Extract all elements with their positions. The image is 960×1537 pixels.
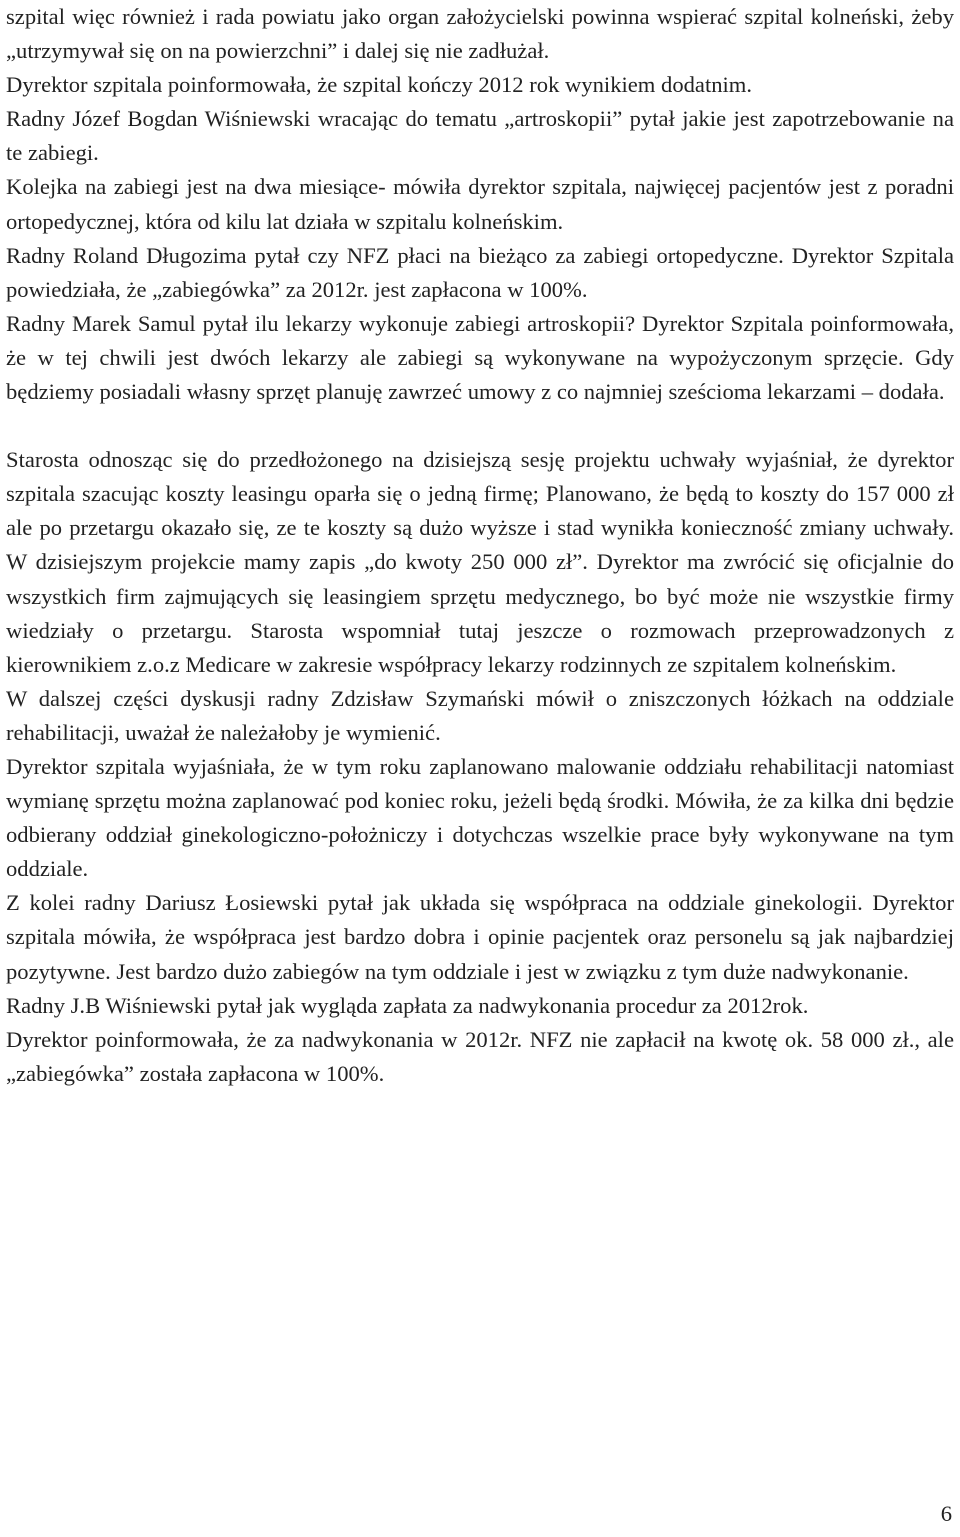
paragraph-waiting-queue: Kolejka na zabiegi jest na dwa miesiące- mówiła dyrektor szpitala, najwięcej pacjentów jest z poradni ortopedycznej, która od kilu lat działa w szpitalu kolneńskim. (6, 174, 954, 234)
paragraph-starosta-leasing: Starosta odnosząc się do przedłożonego na dzisiejszą sesję projektu uchwały wyjaśniał, że dyrektor szpitala szacując koszty leasingu oparła się o jedną firmę; Planowano, że będą to koszty do 157 000 zł ale po przetargu okazało się, ze te koszty są dużo wyższe i stad wynikła konieczność zmiany uchwały. W dzisiejszym projekcie mamy zapis „do kwoty 250 000 zł”. Dyrektor ma zwrócić się oficjalnie do wszystkich firm zajmujących się leasingiem sprzętu medycznego, bo być może nie wszystkie firmy wiedziały o przetargu. Starosta wspomniał tutaj jeszcze o rozmowach przeprowadzonych z kierownikiem z.o.z Medicare w zakresie współpracy lekarzy rodzinnych ze szpitalem kolneńskim. (6, 447, 954, 677)
paragraph-gynecology-cooperation: Z kolei radny Dariusz Łosiewski pytał jak układa się współpraca na oddziale ginekologii. Dyrektor szpitala mówiła, że współpraca jest bardzo dobra i opinie pacjentek oraz personelu są jak najbardziej pozytywne. Jest bardzo dużo zabiegów na tym oddziale i jest w związku z tym duże nadwykonanie. (6, 890, 954, 984)
paragraph-question-arthroscopy: Radny Józef Bogdan Wiśniewski wracając do tematu „artroskopii” pytał jakie jest zapotrzebowanie na te zabiegi. (6, 106, 954, 166)
document-body (6, 0, 954, 1091)
paragraph-overperformance-answer: Dyrektor poinformowała, że za nadwykonania w 2012r. NFZ nie zapłacił na kwotę ok. 58 000 zł., ale „zabiegówka” została zapłacona w 100%. (6, 1026, 954, 1086)
paragraph-overperformance-question: Radny J.B Wiśniewski pytał jak wygląda zapłata za nadwykonania procedur za 2012rok. (6, 992, 809, 1018)
paragraph-rehabilitation-plans: Dyrektor szpitala wyjaśniała, że w tym roku zaplanowano malowanie oddziału rehabilitacji natomiast wymianę sprzętu można zaplanować pod koniec roku, jeżeli będą środki. Mówiła, że za kilka dni będzie odbierany oddział ginekologiczno-położniczy i dotychczas wszelkie prace były wykonywane na tym oddziale. (6, 753, 954, 882)
paragraph-nfz-payment: Radny Roland Długozima pytał czy NFZ płaci na bieżąco za zabiegi ortopedyczne. Dyrektor Szpitala powiedziała, że „zabiegówka” za 2012r. jest zapłacona w 100%. (6, 242, 954, 302)
page-number: 6 (940, 1501, 952, 1526)
paragraph-director-result: Dyrektor szpitala poinformowała, że szpital kończy 2012 rok wynikiem dodatnim. (6, 72, 753, 98)
paragraph-hospital-support: szpital więc również i rada powiatu jako organ założycielski powinna wspierać szpital kolneński, żeby „utrzymywał się on na powierzchni” i dalej się nie zadłużał. (6, 4, 954, 64)
paragraph-doctors-count: Radny Marek Samul pytał ilu lekarzy wykonuje zabiegi artroskopii? Dyrektor Szpitala poinformowała, że w tej chwili jest dwóch lekarzy ale zabiegi są wykonywane na wypożyczonym sprzęcie. Gdy będziemy posiadali własny sprzęt planuję zawrzeć umowy z co najmniej sześcioma lekarzami – dodała. (6, 310, 954, 405)
paragraph-damaged-beds: W dalszej części dyskusji radny Zdzisław Szymański mówił o zniszczonych łóżkach na oddziale rehabilitacji, uważał że należałoby je wymienić. (6, 685, 954, 745)
